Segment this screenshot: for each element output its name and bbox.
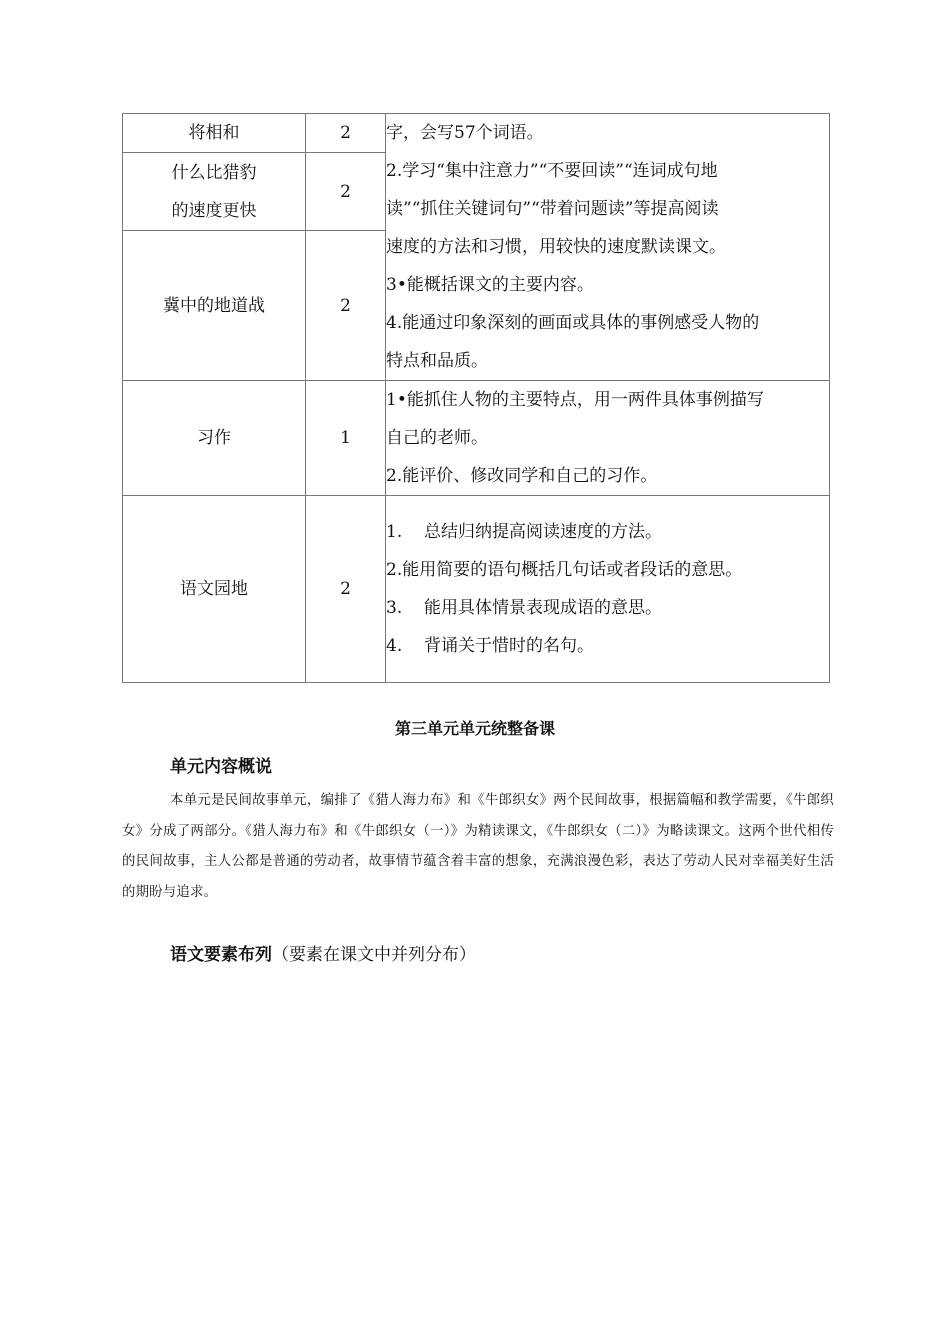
elements-heading: 语文要素布列（要素在课文中并列分布） — [170, 945, 476, 965]
lesson-name: 将相和 — [123, 114, 306, 153]
table-row — [123, 496, 830, 683]
class-hours: 2 — [306, 496, 386, 683]
overview-heading: 单元内容概说 — [170, 757, 272, 777]
class-hours: 2 — [306, 153, 386, 231]
overview-paragraph: 本单元是民间故事单元，编排了《猎人海力布》和《牛郎织女》两个民间故事，根据篇幅和教学需要，《牛郎织女》分成了两部分。《猎人海力布》和《牛郎织女（一）》为精读课文，《牛郎织女（二）》为略读课文。这两个世代相传的民间故事，主人公都是普通的劳动者，故事情节蕴含着丰富的想象，充满浪漫色彩，表达了劳动人民对幸福美好生活的期盼与追求。 — [122, 793, 834, 900]
class-hours: 2 — [306, 114, 386, 153]
lesson-name: 习作 — [123, 381, 306, 496]
table-row — [123, 381, 830, 496]
lesson-plan-table — [122, 113, 830, 683]
unit-title: 第三单元单元统整备课 — [394, 719, 555, 738]
lesson-name: 什么比猎豹 的速度更快 — [123, 153, 306, 231]
lesson-goals: 1•能抓住人物的主要特点，用一两件具体事例描写 自己的老师。 2.能评价、修改同学和自己的习作。 — [386, 381, 830, 496]
lesson-name: 语文园地 — [123, 496, 306, 683]
table-row — [123, 114, 830, 153]
class-hours: 2 — [306, 231, 386, 381]
class-hours: 1 — [306, 381, 386, 496]
lesson-name: 冀中的地道战 — [123, 231, 306, 381]
lesson-goals: 1. 总结归纳提高阅读速度的方法。 2.能用简要的语句概括几句话或者段话的意思。 3. 能用具体情景表现成语的意思。 4. 背诵关于惜时的名句。 — [386, 496, 830, 683]
elements-note: （要素在课文中并列分布） — [272, 945, 476, 965]
lesson-goals: 字，会写57个词语。 2.学习“集中注意力”“不要回读”“连词成句地 读”“抓住关键词句”“带着问题读”等提高阅读 速度的方法和习惯，用较快的速度默读课文。 3•能概括课文的主要内容。 4.能通过印象深刻的画面或具体的事例感受人物的 特点和品质。 — [386, 114, 830, 381]
